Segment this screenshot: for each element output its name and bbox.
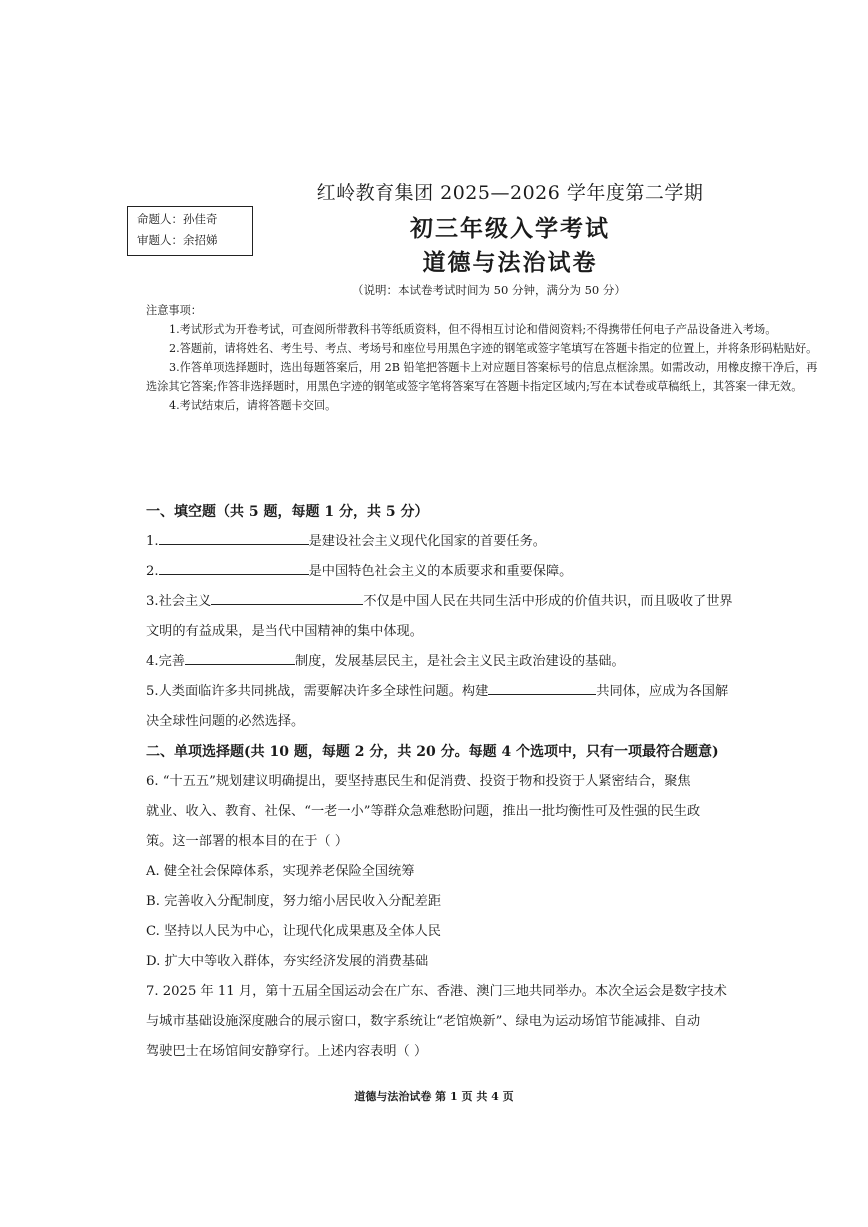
question-6-line: 就业、收入、教育、社保、“一老一小”等群众急难愁盼问题，推出一批均衡性可及性强的民生政	[146, 804, 701, 819]
question-5-cont: 决全球性问题的必然选择。	[146, 714, 305, 729]
exam-title-line1: 红岭教育集团 2025—2026 学年度第二学期	[316, 182, 704, 204]
notice-item: 4.考试结束后，请将答题卡交回。	[169, 399, 337, 412]
section2-heading: 二、单项选择题(共 10 题，每题 2 分，共 20 分。每题 4 个选项中，只有一项最符合题意)	[146, 744, 719, 760]
answer-blank	[159, 529, 309, 545]
exam-title-line3: 道德与法治试卷	[422, 249, 598, 276]
notice-item: 1.考试形式为开卷考试，可查阅所带教科书等纸质资料，但不得相互讨论和借阅资料;不得携带任何电子产品设备进入考场。	[169, 323, 777, 336]
option-a: A. 健全社会保障体系，实现养老保险全国统筹	[146, 864, 415, 879]
notice-item: 2.答题前，请将姓名、考生号、考点、考场号和座位号用黑色字迹的钢笔或签字笔填写在答题卡指定的位置上，并将条形码粘贴好。	[169, 342, 818, 355]
question-1: 1. 是建设社会主义现代化国家的首要任务。	[146, 527, 826, 557]
author-box	[127, 206, 253, 256]
answer-blank	[185, 649, 295, 665]
question-3: 3.社会主义 不仅是中国人民在共同生活中形成的价值共识，而且吸收了世界	[146, 587, 826, 617]
question-5: 5.人类面临许多共同挑战，需要解决许多全球性问题。构建 共同体，应成为各国解	[146, 677, 826, 707]
section1-heading: 一、填空题（共 5 题，每题 1 分，共 5 分）	[146, 504, 429, 520]
exam-duration-note: （说明：本试卷考试时间为 50 分钟，满分为 50 分）	[352, 283, 626, 297]
option-b: B. 完善收入分配制度，努力缩小居民收入分配差距	[146, 894, 442, 909]
option-c: C. 坚持以人民为中心，让现代化成果惠及全体人民	[146, 924, 441, 939]
author-proposer: 命题人：孙佳奇	[137, 212, 218, 226]
notice-item: 3.作答单项选择题时，选出每题答案后，用 2B 铅笔把答题卡上对应题目答案标号的信息点框涂黑。如需改动，用橡皮擦干净后，再选涂其它答案;作答非选择题时，用黑色字迹的钢笔或签字笔将答案写在答题卡指定区域内;写在本试卷或草稿纸上，其答案一律无效。	[146, 361, 818, 393]
question-6-line: 策。这一部署的根本目的在于（ ）	[146, 834, 349, 849]
question-4: 4.完善 制度，发展基层民主，是社会主义民主政治建设的基础。	[146, 647, 826, 677]
exam-title-line2: 初三年级入学考试	[410, 215, 610, 242]
answer-blank	[211, 589, 363, 605]
question-7-line: 7. 2025 年 11 月，第十五届全国运动会在广东、香港、澳门三地共同举办。本次全运会是数字技术	[146, 984, 727, 999]
question-7-line: 驾驶巴士在场馆间安静穿行。上述内容表明（ ）	[146, 1044, 428, 1059]
page-footer: 道德与法治试卷 第 1 页 共 4 页	[354, 1090, 514, 1103]
answer-blank	[159, 559, 309, 575]
option-d: D. 扩大中等收入群体，夯实经济发展的消费基础	[146, 954, 429, 969]
question-3-cont: 文明的有益成果，是当代中国精神的集中体现。	[146, 624, 423, 639]
question-6-line: 6. “十五五”规划建议明确提出，要坚持惠民生和促消费、投资于物和投资于人紧密结合，聚焦	[146, 774, 691, 789]
question-2: 2. 是中国特色社会主义的本质要求和重要保障。	[146, 557, 826, 587]
question-7-line: 与城市基础设施深度融合的展示窗口，数字系统让“老馆焕新”、绿电为运动场馆节能减排、自动	[146, 1014, 701, 1029]
author-reviewer: 审题人：余招娣	[137, 233, 218, 247]
notice-block	[146, 301, 826, 415]
notice-heading: 注意事项：	[146, 304, 202, 317]
answer-blank	[488, 679, 596, 695]
section1	[146, 497, 826, 1067]
